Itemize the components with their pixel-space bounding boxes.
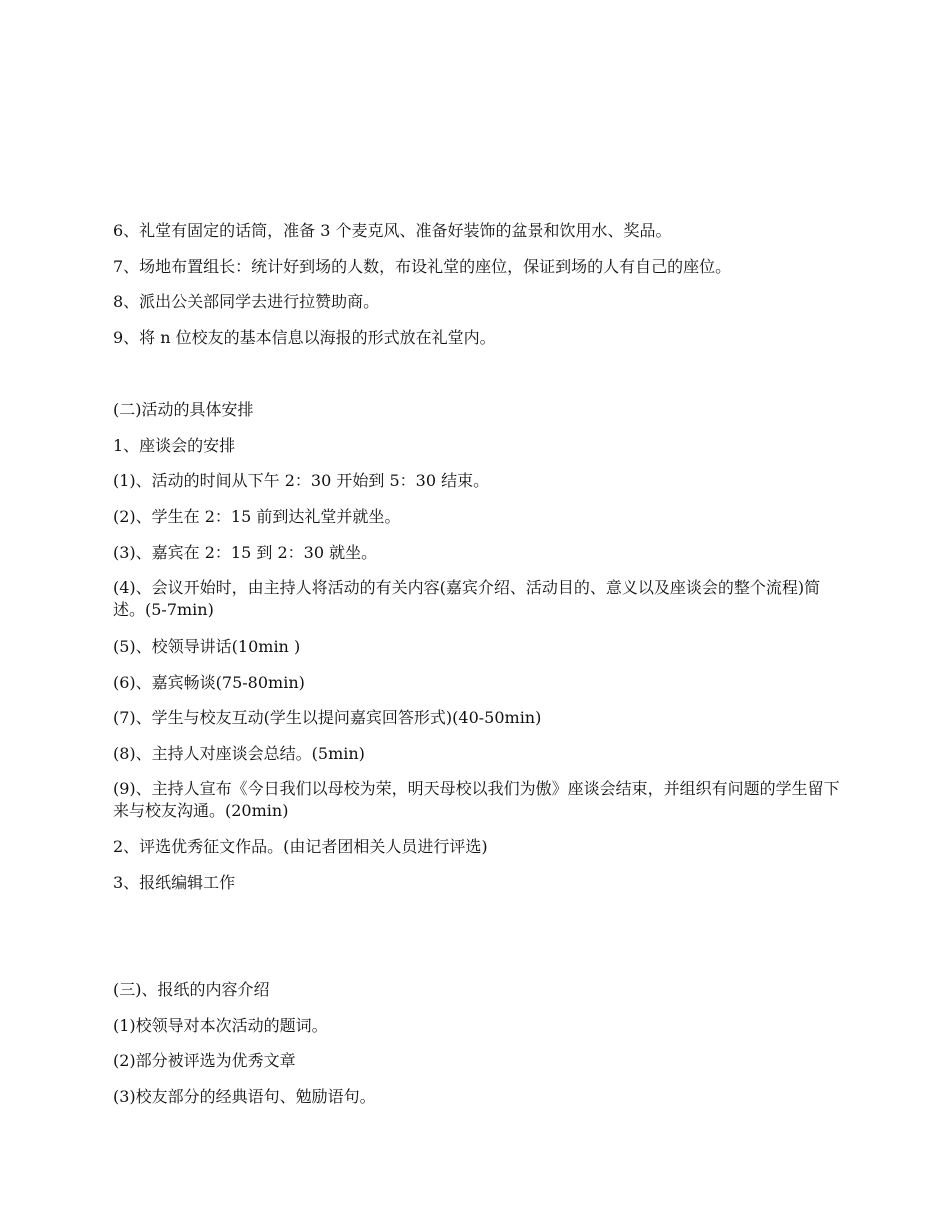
schedule-item-5: (5)、校领导讲话(10min ) bbox=[113, 637, 301, 656]
subsection-2-heading: 2、评选优秀征文作品。(由记者团相关人员进行评选) bbox=[113, 837, 488, 856]
section-3-heading: (三)、报纸的内容介绍 bbox=[113, 980, 270, 999]
newspaper-item-1: (1)校领导对本次活动的题词。 bbox=[113, 1016, 328, 1035]
schedule-item-8: (8)、主持人对座谈会总结。(5min) bbox=[113, 744, 365, 763]
subsection-3-heading: 3、报纸编辑工作 bbox=[113, 873, 236, 892]
schedule-item-3: (3)、嘉宾在 2：15 到 2：30 就坐。 bbox=[113, 543, 378, 562]
section-2-heading: (二)活动的具体安排 bbox=[113, 400, 254, 419]
newspaper-item-2: (2)部分被评选为优秀文章 bbox=[113, 1051, 296, 1070]
newspaper-item-3: (3)校友部分的经典语句、勉励语句。 bbox=[113, 1087, 376, 1106]
prep-item-7: 7、场地布置组长：统计好到场的人数，布设礼堂的座位，保证到场的人有自己的座位。 bbox=[113, 257, 732, 276]
schedule-item-4: (4)、会议开始时，由主持人将活动的有关内容(嘉宾介绍、活动目的、意义以及座谈会的整个流程)简述。(5-7min) bbox=[113, 578, 821, 619]
subsection-1-heading: 1、座谈会的安排 bbox=[113, 436, 236, 455]
schedule-item-7: (7)、学生与校友互动(学生以提问嘉宾回答形式)(40-50min) bbox=[113, 708, 542, 727]
prep-item-8: 8、派出公关部同学去进行拉赞助商。 bbox=[113, 292, 380, 311]
schedule-item-6: (6)、嘉宾畅谈(75-80min) bbox=[113, 673, 305, 692]
schedule-item-9: (9)、主持人宣布《今日我们以母校为荣，明天母校以我们为傲》座谈会结束，并组织有问题的学生留下来与校友沟通。(20min) bbox=[113, 779, 840, 820]
prep-item-9: 9、将 n 位校友的基本信息以海报的形式放在礼堂内。 bbox=[113, 328, 496, 347]
schedule-item-1: (1)、活动的时间从下午 2：30 开始到 5：30 结束。 bbox=[113, 471, 490, 490]
prep-item-6: 6、礼堂有固定的话筒，准备 3 个麦克风、准备好装饰的盆景和饮用水、奖品。 bbox=[113, 221, 672, 240]
schedule-item-2: (2)、学生在 2：15 前到达礼堂并就坐。 bbox=[113, 507, 401, 526]
